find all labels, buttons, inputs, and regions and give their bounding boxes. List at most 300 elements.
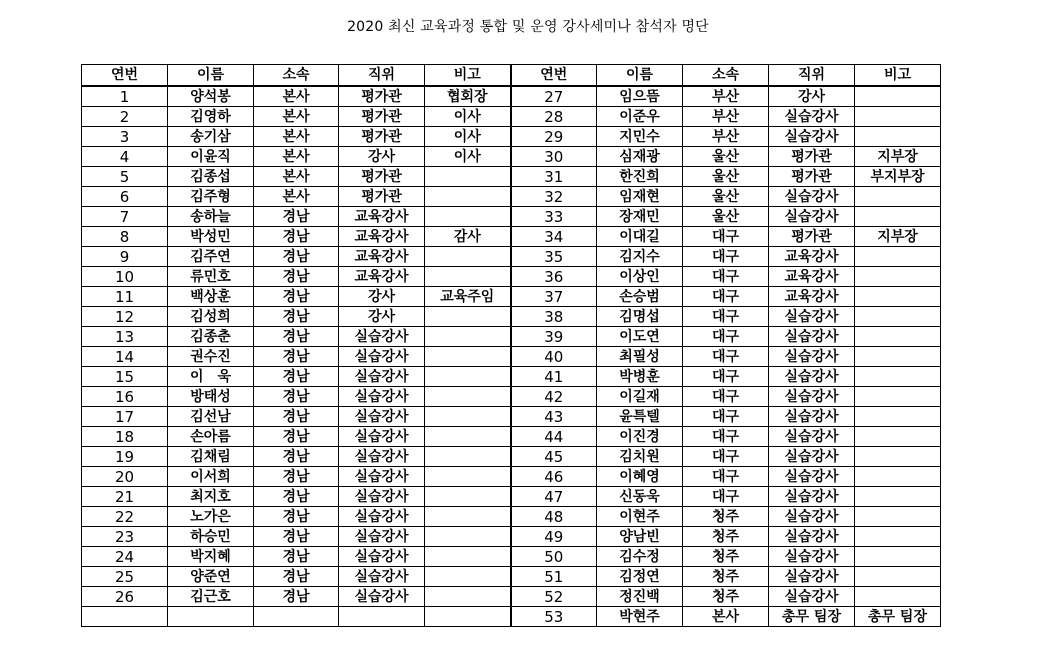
- col-header-number: 연번: [511, 65, 597, 87]
- cell-remarks: 이사: [425, 147, 511, 167]
- cell-affiliation: 울산: [683, 147, 769, 167]
- cell-position: 실습강사: [339, 327, 425, 347]
- cell-position: 실습강사: [339, 427, 425, 447]
- cell-affiliation: 본사: [254, 127, 339, 147]
- cell-name: 이 욱: [168, 367, 254, 387]
- cell-number: 21: [82, 487, 168, 507]
- table-row: [82, 86, 941, 107]
- cell-affiliation: 경남: [254, 307, 339, 327]
- cell-position: 실습강사: [769, 447, 855, 467]
- cell-number: 42: [511, 387, 597, 407]
- cell-remarks: 부지부장: [855, 167, 941, 187]
- cell-number: 15: [82, 367, 168, 387]
- cell-affiliation: 대구: [683, 407, 769, 427]
- table-row: [82, 587, 941, 607]
- table-row: [82, 307, 941, 327]
- cell-affiliation: 부산: [683, 86, 769, 107]
- cell-affiliation: 대구: [683, 287, 769, 307]
- cell-affiliation: 경남: [254, 527, 339, 547]
- cell-name: 김주연: [168, 247, 254, 267]
- cell-remarks: [425, 467, 511, 487]
- cell-remarks: [425, 527, 511, 547]
- cell-number: 41: [511, 367, 597, 387]
- cell-position: 평가관: [769, 147, 855, 167]
- table-row: [82, 287, 941, 307]
- cell-position: 실습강사: [339, 547, 425, 567]
- cell-number: 23: [82, 527, 168, 547]
- cell-name: 김채림: [168, 447, 254, 467]
- table-row: [82, 607, 941, 627]
- cell-position: 실습강사: [769, 567, 855, 587]
- cell-name: 박현주: [597, 607, 683, 627]
- cell-affiliation: 경남: [254, 587, 339, 607]
- cell-affiliation: 대구: [683, 447, 769, 467]
- cell-name: 지민수: [597, 127, 683, 147]
- table-row: [82, 127, 941, 147]
- cell-position: 강사: [769, 86, 855, 107]
- cell-remarks: [425, 207, 511, 227]
- cell-position: 평가관: [769, 227, 855, 247]
- cell-number: 4: [82, 147, 168, 167]
- cell-name: 최필성: [597, 347, 683, 367]
- cell-name: 이대길: [597, 227, 683, 247]
- cell-number: 26: [82, 587, 168, 607]
- cell-remarks: [855, 527, 941, 547]
- cell-name: 손아름: [168, 427, 254, 447]
- cell-remarks: [425, 167, 511, 187]
- cell-number: 6: [82, 187, 168, 207]
- cell-position: 실습강사: [769, 547, 855, 567]
- table-row: [82, 367, 941, 387]
- cell-position: 실습강사: [769, 387, 855, 407]
- cell-remarks: [855, 507, 941, 527]
- cell-number: 17: [82, 407, 168, 427]
- cell-affiliation: 대구: [683, 387, 769, 407]
- cell-affiliation: 경남: [254, 467, 339, 487]
- cell-name: 이현주: [597, 507, 683, 527]
- cell-remarks: [855, 287, 941, 307]
- cell-number: 18: [82, 427, 168, 447]
- cell-remarks: [425, 387, 511, 407]
- cell-name: 최지호: [168, 487, 254, 507]
- cell-affiliation: 청주: [683, 547, 769, 567]
- cell-name: 이도연: [597, 327, 683, 347]
- table-row: [82, 107, 941, 127]
- cell-name: 김성희: [168, 307, 254, 327]
- cell-remarks: [425, 447, 511, 467]
- cell-name: 방태성: [168, 387, 254, 407]
- cell-position: 실습강사: [769, 307, 855, 327]
- cell-affiliation: 대구: [683, 327, 769, 347]
- cell-number: 46: [511, 467, 597, 487]
- cell-position: 실습강사: [339, 487, 425, 507]
- cell-name: 이혜영: [597, 467, 683, 487]
- cell-affiliation: 경남: [254, 427, 339, 447]
- table-row: [82, 167, 941, 187]
- cell-number: 45: [511, 447, 597, 467]
- cell-name: 신동욱: [597, 487, 683, 507]
- cell-affiliation: 경남: [254, 507, 339, 527]
- table-row: [82, 487, 941, 507]
- col-header-name: 이름: [597, 65, 683, 87]
- cell-name: 노가은: [168, 507, 254, 527]
- cell-number: 1: [82, 86, 168, 107]
- cell-affiliation: 본사: [254, 86, 339, 107]
- cell-number: 35: [511, 247, 597, 267]
- cell-number: 37: [511, 287, 597, 307]
- cell-position: 교육강사: [339, 227, 425, 247]
- cell-affiliation: 경남: [254, 327, 339, 347]
- cell-affiliation: 대구: [683, 367, 769, 387]
- cell-name: 심재광: [597, 147, 683, 167]
- table-row: [82, 347, 941, 367]
- cell-remarks: 지부장: [855, 147, 941, 167]
- cell-name: 손승범: [597, 287, 683, 307]
- cell-number: 36: [511, 267, 597, 287]
- cell-affiliation: 경남: [254, 207, 339, 227]
- cell-remarks: 협회장: [425, 86, 511, 107]
- cell-number: 29: [511, 127, 597, 147]
- cell-name: 윤특텔: [597, 407, 683, 427]
- cell-position: 실습강사: [339, 367, 425, 387]
- cell-remarks: [855, 407, 941, 427]
- cell-remarks: [855, 587, 941, 607]
- cell-number: 30: [511, 147, 597, 167]
- cell-remarks: [425, 187, 511, 207]
- cell-affiliation: 대구: [683, 267, 769, 287]
- cell-position: 교육강사: [769, 247, 855, 267]
- cell-affiliation: 경남: [254, 287, 339, 307]
- cell-name: 임으뜸: [597, 86, 683, 107]
- cell-remarks: 이사: [425, 107, 511, 127]
- table-row: [82, 447, 941, 467]
- cell-name: 이윤직: [168, 147, 254, 167]
- cell-number: 10: [82, 267, 168, 287]
- cell-name: 박성민: [168, 227, 254, 247]
- cell-number: 7: [82, 207, 168, 227]
- cell-number: 32: [511, 187, 597, 207]
- cell-affiliation: 경남: [254, 347, 339, 367]
- table-row: [82, 547, 941, 567]
- cell-affiliation: 경남: [254, 487, 339, 507]
- col-header-position: 직위: [339, 65, 425, 87]
- cell-number: 52: [511, 587, 597, 607]
- cell-remarks: [855, 547, 941, 567]
- cell-name: 김치원: [597, 447, 683, 467]
- cell-affiliation: 대구: [683, 347, 769, 367]
- cell-affiliation: 대구: [683, 307, 769, 327]
- cell-remarks: [855, 327, 941, 347]
- cell-affiliation: 경남: [254, 267, 339, 287]
- cell-affiliation: 경남: [254, 227, 339, 247]
- cell-affiliation: 울산: [683, 187, 769, 207]
- cell-name: 박병훈: [597, 367, 683, 387]
- cell-remarks: [425, 487, 511, 507]
- cell-remarks: [425, 267, 511, 287]
- cell-remarks: 지부장: [855, 227, 941, 247]
- cell-number: 43: [511, 407, 597, 427]
- table-row: [82, 507, 941, 527]
- cell-position: 실습강사: [769, 587, 855, 607]
- cell-name: 김선남: [168, 407, 254, 427]
- cell-position: 평가관: [769, 167, 855, 187]
- cell-name: 장재민: [597, 207, 683, 227]
- cell-affiliation: 경남: [254, 567, 339, 587]
- col-header-affiliation: 소속: [254, 65, 339, 87]
- cell-position: 강사: [339, 147, 425, 167]
- cell-name: 이길재: [597, 387, 683, 407]
- cell-number: 16: [82, 387, 168, 407]
- cell-number: 12: [82, 307, 168, 327]
- cell-position: 실습강사: [339, 467, 425, 487]
- cell-affiliation: 본사: [254, 187, 339, 207]
- cell-position: 실습강사: [769, 487, 855, 507]
- cell-number: 14: [82, 347, 168, 367]
- cell-number: 9: [82, 247, 168, 267]
- cell-remarks: [425, 547, 511, 567]
- cell-affiliation: 경남: [254, 387, 339, 407]
- cell-position: 실습강사: [339, 567, 425, 587]
- cell-remarks: 교육주임: [425, 287, 511, 307]
- cell-affiliation: 본사: [683, 607, 769, 627]
- cell-affiliation: 대구: [683, 467, 769, 487]
- cell-affiliation: 청주: [683, 567, 769, 587]
- cell-number: 34: [511, 227, 597, 247]
- cell-remarks: [425, 407, 511, 427]
- cell-name: 하승민: [168, 527, 254, 547]
- cell-remarks: [855, 207, 941, 227]
- cell-position: 평가관: [339, 86, 425, 107]
- page-title: 2020 최신 교육과정 통합 및 운영 강사세미나 참석자 명단: [347, 19, 709, 35]
- cell-position: 실습강사: [769, 407, 855, 427]
- cell-name: 김수정: [597, 547, 683, 567]
- cell-position: 교육강사: [339, 207, 425, 227]
- cell-remarks: [425, 567, 511, 587]
- cell-affiliation: 울산: [683, 167, 769, 187]
- cell-number: 25: [82, 567, 168, 587]
- table-row: [82, 187, 941, 207]
- cell-affiliation: 대구: [683, 247, 769, 267]
- cell-position: 실습강사: [769, 527, 855, 547]
- cell-name: 백상훈: [168, 287, 254, 307]
- cell-position: 교육강사: [769, 287, 855, 307]
- cell-number: 38: [511, 307, 597, 327]
- cell-name: 정진백: [597, 587, 683, 607]
- cell-number: 47: [511, 487, 597, 507]
- table-row: [82, 267, 941, 287]
- cell-position: 실습강사: [769, 207, 855, 227]
- cell-position: 실습강사: [769, 107, 855, 127]
- cell-affiliation: 경남: [254, 247, 339, 267]
- cell-affiliation: 경남: [254, 447, 339, 467]
- cell-position: 평가관: [339, 107, 425, 127]
- cell-name: 임재현: [597, 187, 683, 207]
- table-row: [82, 387, 941, 407]
- cell-position: 실습강사: [339, 527, 425, 547]
- table-row: [82, 527, 941, 547]
- cell-name: 송기삼: [168, 127, 254, 147]
- cell-name: 양남빈: [597, 527, 683, 547]
- cell-remarks: [855, 86, 941, 107]
- cell-position: 실습강사: [339, 387, 425, 407]
- cell-number: 3: [82, 127, 168, 147]
- cell-remarks: [425, 587, 511, 607]
- col-header-number: 연번: [82, 65, 168, 87]
- cell-name: 김종춘: [168, 327, 254, 347]
- cell-position: 실습강사: [339, 447, 425, 467]
- cell-affiliation: 경남: [254, 407, 339, 427]
- cell-name: 이진경: [597, 427, 683, 447]
- cell-remarks: [425, 347, 511, 367]
- cell-remarks: [855, 127, 941, 147]
- cell-name: 한진희: [597, 167, 683, 187]
- cell-remarks: [855, 447, 941, 467]
- cell-remarks: [855, 567, 941, 587]
- cell-name: 김지수: [597, 247, 683, 267]
- cell-name: 김명섭: [597, 307, 683, 327]
- cell-number: 53: [511, 607, 597, 627]
- cell-name: [168, 607, 254, 627]
- cell-number: 48: [511, 507, 597, 527]
- cell-name: 류민호: [168, 267, 254, 287]
- cell-position: [339, 607, 425, 627]
- cell-number: 11: [82, 287, 168, 307]
- cell-number: 49: [511, 527, 597, 547]
- cell-name: 이준우: [597, 107, 683, 127]
- table-row: [82, 567, 941, 587]
- cell-affiliation: 청주: [683, 527, 769, 547]
- table-body: [82, 86, 941, 627]
- cell-position: 실습강사: [339, 587, 425, 607]
- cell-number: 28: [511, 107, 597, 127]
- cell-remarks: [855, 107, 941, 127]
- cell-affiliation: 경남: [254, 547, 339, 567]
- cell-affiliation: 울산: [683, 207, 769, 227]
- col-header-affiliation: 소속: [683, 65, 769, 87]
- cell-position: 교육강사: [339, 247, 425, 267]
- cell-name: 박지혜: [168, 547, 254, 567]
- header-row: [82, 65, 941, 87]
- cell-number: 50: [511, 547, 597, 567]
- cell-position: 실습강사: [769, 507, 855, 527]
- cell-number: 13: [82, 327, 168, 347]
- cell-position: 평가관: [339, 167, 425, 187]
- col-header-remarks: 비고: [425, 65, 511, 87]
- cell-remarks: [855, 267, 941, 287]
- table-row: [82, 147, 941, 167]
- cell-name: 김종섭: [168, 167, 254, 187]
- cell-name: 김영하: [168, 107, 254, 127]
- table-row: [82, 327, 941, 347]
- table-row: [82, 467, 941, 487]
- cell-number: 51: [511, 567, 597, 587]
- cell-position: 실습강사: [769, 427, 855, 447]
- cell-number: 31: [511, 167, 597, 187]
- cell-name: 송하늘: [168, 207, 254, 227]
- cell-remarks: [855, 467, 941, 487]
- cell-remarks: [425, 607, 511, 627]
- cell-number: 2: [82, 107, 168, 127]
- cell-remarks: [855, 427, 941, 447]
- cell-number: 22: [82, 507, 168, 527]
- cell-affiliation: 청주: [683, 587, 769, 607]
- cell-number: 19: [82, 447, 168, 467]
- cell-number: 20: [82, 467, 168, 487]
- cell-position: 실습강사: [769, 467, 855, 487]
- cell-name: 양석봉: [168, 86, 254, 107]
- cell-name: 양준연: [168, 567, 254, 587]
- cell-position: 평가관: [339, 187, 425, 207]
- cell-name: 이서희: [168, 467, 254, 487]
- cell-position: 강사: [339, 307, 425, 327]
- cell-name: 권수진: [168, 347, 254, 367]
- cell-remarks: [855, 247, 941, 267]
- cell-number: 8: [82, 227, 168, 247]
- cell-remarks: [425, 427, 511, 447]
- table-row: [82, 427, 941, 447]
- cell-remarks: [855, 347, 941, 367]
- cell-remarks: [425, 247, 511, 267]
- cell-name: 김주형: [168, 187, 254, 207]
- cell-affiliation: 부산: [683, 107, 769, 127]
- cell-name: 이상인: [597, 267, 683, 287]
- cell-affiliation: [254, 607, 339, 627]
- cell-affiliation: 부산: [683, 127, 769, 147]
- cell-number: 27: [511, 86, 597, 107]
- cell-number: 33: [511, 207, 597, 227]
- cell-affiliation: 본사: [254, 147, 339, 167]
- cell-position: 실습강사: [769, 347, 855, 367]
- cell-affiliation: 대구: [683, 487, 769, 507]
- cell-remarks: 이사: [425, 127, 511, 147]
- cell-position: 실습강사: [339, 507, 425, 527]
- cell-number: 39: [511, 327, 597, 347]
- cell-position: 실습강사: [339, 347, 425, 367]
- cell-affiliation: 대구: [683, 227, 769, 247]
- cell-affiliation: 대구: [683, 427, 769, 447]
- cell-remarks: 감사: [425, 227, 511, 247]
- table-row: [82, 407, 941, 427]
- cell-position: 강사: [339, 287, 425, 307]
- table-row: [82, 227, 941, 247]
- cell-position: 교육강사: [769, 267, 855, 287]
- cell-remarks: [855, 387, 941, 407]
- cell-position: 평가관: [339, 127, 425, 147]
- col-header-remarks: 비고: [855, 65, 941, 87]
- cell-affiliation: 본사: [254, 167, 339, 187]
- cell-number: 40: [511, 347, 597, 367]
- cell-remarks: [425, 307, 511, 327]
- table-row: [82, 207, 941, 227]
- cell-remarks: [425, 327, 511, 347]
- cell-position: 실습강사: [769, 187, 855, 207]
- cell-number: 5: [82, 167, 168, 187]
- cell-number: [82, 607, 168, 627]
- cell-position: 교육강사: [339, 267, 425, 287]
- attendee-table: [81, 64, 941, 627]
- cell-number: 24: [82, 547, 168, 567]
- cell-number: 44: [511, 427, 597, 447]
- cell-remarks: 총무 팀장: [855, 607, 941, 627]
- col-header-name: 이름: [168, 65, 254, 87]
- cell-remarks: [855, 307, 941, 327]
- cell-position: 총무 팀장: [769, 607, 855, 627]
- cell-name: 김정연: [597, 567, 683, 587]
- cell-position: 실습강사: [769, 367, 855, 387]
- cell-remarks: [855, 367, 941, 387]
- cell-affiliation: 경남: [254, 367, 339, 387]
- table-row: [82, 247, 941, 267]
